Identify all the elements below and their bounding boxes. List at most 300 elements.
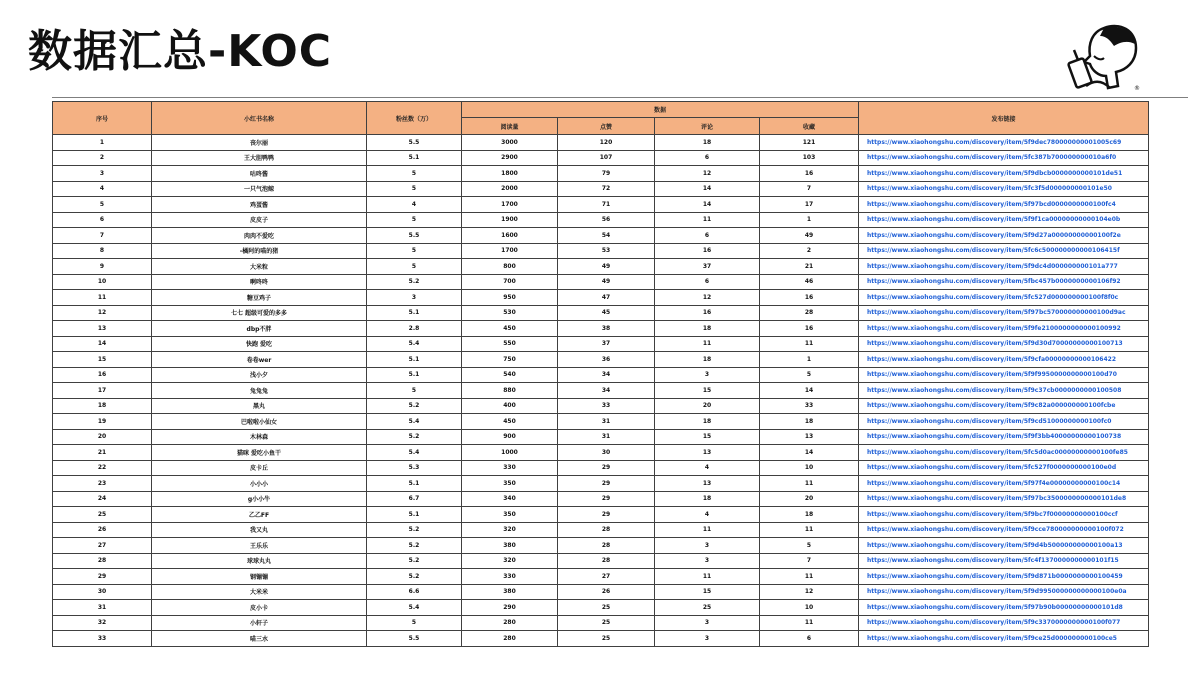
brand-logo-icon <box>1064 20 1144 96</box>
cell-fans: 5.4 <box>367 445 462 461</box>
cell-reads: 280 <box>462 615 558 631</box>
table-row <box>53 305 1149 321</box>
cell-comments: 3 <box>655 538 760 554</box>
cell-fans: 5 <box>367 243 462 259</box>
cell-link[interactable]: https://www.xiaohongshu.com/discovery/item/5f97b90b00000000000101d8 <box>859 600 1149 616</box>
header-link: 发布链接 <box>859 102 1149 135</box>
cell-name: 球球丸丸 <box>152 553 367 569</box>
table-row <box>53 197 1149 213</box>
cell-link[interactable]: https://www.xiaohongshu.com/discovery/item/5f9f9950000000000100d70 <box>859 367 1149 383</box>
table-row <box>53 367 1149 383</box>
cell-fans: 5.1 <box>367 305 462 321</box>
cell-name: -橘阿的喵的猪 <box>152 243 367 259</box>
cell-link[interactable]: https://www.xiaohongshu.com/discovery/item/5f9d871b0000000000100459 <box>859 569 1149 585</box>
cell-index: 15 <box>53 352 152 368</box>
cell-likes: 26 <box>558 584 655 600</box>
cell-comments: 18 <box>655 414 760 430</box>
cell-likes: 25 <box>558 631 655 647</box>
cell-likes: 33 <box>558 398 655 414</box>
table-row <box>53 383 1149 399</box>
cell-likes: 49 <box>558 274 655 290</box>
cell-reads: 540 <box>462 367 558 383</box>
cell-comments: 6 <box>655 274 760 290</box>
cell-fans: 5.1 <box>367 352 462 368</box>
cell-reads: 3000 <box>462 135 558 151</box>
cell-name: 快跑 爱吃 <box>152 336 367 352</box>
table-body <box>53 135 1149 647</box>
cell-favorites: 11 <box>760 522 859 538</box>
cell-name: 皮卡丘 <box>152 460 367 476</box>
cell-comments: 6 <box>655 228 760 244</box>
cell-link[interactable]: https://www.xiaohongshu.com/discovery/item/5f9f3bb40000000000100738 <box>859 429 1149 445</box>
cell-fans: 5 <box>367 259 462 275</box>
cell-fans: 6.6 <box>367 584 462 600</box>
cell-name: 小小小 <box>152 476 367 492</box>
cell-name: dbp不胖 <box>152 321 367 337</box>
cell-likes: 53 <box>558 243 655 259</box>
cell-reads: 900 <box>462 429 558 445</box>
cell-fans: 5.1 <box>367 150 462 166</box>
cell-comments: 11 <box>655 569 760 585</box>
cell-favorites: 5 <box>760 367 859 383</box>
cell-favorites: 16 <box>760 321 859 337</box>
cell-fans: 3 <box>367 290 462 306</box>
table-row <box>53 429 1149 445</box>
cell-likes: 56 <box>558 212 655 228</box>
cell-fans: 5 <box>367 383 462 399</box>
cell-reads: 950 <box>462 290 558 306</box>
cell-link[interactable]: https://www.xiaohongshu.com/discovery/item/5fc527d000000000100f8f0c <box>859 290 1149 306</box>
cell-favorites: 14 <box>760 445 859 461</box>
page-title: 数据汇总-KOC <box>28 26 333 77</box>
cell-index: 27 <box>53 538 152 554</box>
table-row <box>53 631 1149 647</box>
cell-reads: 750 <box>462 352 558 368</box>
cell-likes: 25 <box>558 600 655 616</box>
cell-comments: 3 <box>655 553 760 569</box>
cell-index: 24 <box>53 491 152 507</box>
cell-link[interactable]: https://www.xiaohongshu.com/discovery/item/5fc6c500000000000106415f <box>859 243 1149 259</box>
cell-comments: 13 <box>655 476 760 492</box>
cell-reads: 450 <box>462 414 558 430</box>
table-row <box>53 321 1149 337</box>
table-row <box>53 414 1149 430</box>
table-row <box>53 352 1149 368</box>
table-row <box>53 507 1149 523</box>
cell-fans: 4 <box>367 197 462 213</box>
cell-reads: 2900 <box>462 150 558 166</box>
cell-favorites: 49 <box>760 228 859 244</box>
cell-index: 9 <box>53 259 152 275</box>
cell-index: 8 <box>53 243 152 259</box>
cell-likes: 31 <box>558 429 655 445</box>
cell-index: 3 <box>53 166 152 182</box>
cell-favorites: 18 <box>760 414 859 430</box>
cell-index: 2 <box>53 150 152 166</box>
cell-comments: 16 <box>655 305 760 321</box>
cell-comments: 18 <box>655 135 760 151</box>
cell-name: 巴啦啦小仙女 <box>152 414 367 430</box>
cell-reads: 280 <box>462 631 558 647</box>
cell-link[interactable]: https://www.xiaohongshu.com/discovery/item/5f9dec780000000001005c69 <box>859 135 1149 151</box>
cell-reads: 1900 <box>462 212 558 228</box>
cell-index: 26 <box>53 522 152 538</box>
cell-favorites: 16 <box>760 290 859 306</box>
cell-likes: 71 <box>558 197 655 213</box>
cell-likes: 38 <box>558 321 655 337</box>
table-row <box>53 398 1149 414</box>
cell-index: 19 <box>53 414 152 430</box>
cell-reads: 400 <box>462 398 558 414</box>
cell-link[interactable]: https://www.xiaohongshu.com/discovery/item/5f97f4e00000000000100c14 <box>859 476 1149 492</box>
cell-name: 乙乙FF <box>152 507 367 523</box>
cell-name: 啊咚咚 <box>152 274 367 290</box>
cell-link[interactable]: https://www.xiaohongshu.com/discovery/item/5f9d4b500000000000100a13 <box>859 538 1149 554</box>
cell-link[interactable]: https://www.xiaohongshu.com/discovery/item/5f9c3370000000000100f077 <box>859 615 1149 631</box>
koc-data-table <box>52 101 1149 647</box>
cell-link[interactable]: https://www.xiaohongshu.com/discovery/item/5f97bc3500000000000101de8 <box>859 491 1149 507</box>
header-likes: 点赞 <box>558 118 655 135</box>
cell-favorites: 46 <box>760 274 859 290</box>
cell-likes: 28 <box>558 538 655 554</box>
cell-index: 13 <box>53 321 152 337</box>
svg-text:®: ® <box>1134 85 1140 92</box>
table-row <box>53 445 1149 461</box>
cell-comments: 14 <box>655 181 760 197</box>
cell-favorites: 121 <box>760 135 859 151</box>
table-row <box>53 228 1149 244</box>
cell-fans: 5.2 <box>367 553 462 569</box>
cell-name: 丧尔丽 <box>152 135 367 151</box>
cell-name: 糖豆鸡子 <box>152 290 367 306</box>
cell-likes: 79 <box>558 166 655 182</box>
cell-comments: 4 <box>655 507 760 523</box>
cell-favorites: 1 <box>760 352 859 368</box>
cell-fans: 5.5 <box>367 135 462 151</box>
cell-fans: 5.4 <box>367 600 462 616</box>
header-comments: 评论 <box>655 118 760 135</box>
cell-comments: 13 <box>655 445 760 461</box>
cell-comments: 6 <box>655 150 760 166</box>
table-row <box>53 600 1149 616</box>
header-index: 序号 <box>53 102 152 135</box>
table-row <box>53 615 1149 631</box>
cell-favorites: 5 <box>760 538 859 554</box>
cell-link[interactable]: https://www.xiaohongshu.com/discovery/item/5f9bc7f00000000000100ccf <box>859 507 1149 523</box>
cell-name: 王乐乐 <box>152 538 367 554</box>
cell-comments: 12 <box>655 166 760 182</box>
table-row <box>53 274 1149 290</box>
cell-likes: 29 <box>558 491 655 507</box>
cell-link[interactable]: https://www.xiaohongshu.com/discovery/item/5f9cce780000000000100f072 <box>859 522 1149 538</box>
cell-comments: 12 <box>655 290 760 306</box>
cell-reads: 530 <box>462 305 558 321</box>
cell-reads: 350 <box>462 476 558 492</box>
cell-index: 1 <box>53 135 152 151</box>
cell-index: 11 <box>53 290 152 306</box>
cell-index: 31 <box>53 600 152 616</box>
cell-index: 33 <box>53 631 152 647</box>
cell-link[interactable]: https://www.xiaohongshu.com/discovery/item/5f9d27a00000000000100f2e <box>859 228 1149 244</box>
cell-name: 大米米 <box>152 584 367 600</box>
cell-fans: 5 <box>367 181 462 197</box>
table-row <box>53 290 1149 306</box>
cell-name: 钢镚镚 <box>152 569 367 585</box>
cell-favorites: 10 <box>760 600 859 616</box>
cell-comments: 4 <box>655 460 760 476</box>
cell-index: 22 <box>53 460 152 476</box>
cell-comments: 18 <box>655 321 760 337</box>
cell-reads: 330 <box>462 460 558 476</box>
cell-comments: 16 <box>655 243 760 259</box>
cell-favorites: 18 <box>760 507 859 523</box>
cell-likes: 30 <box>558 445 655 461</box>
cell-favorites: 2 <box>760 243 859 259</box>
cell-likes: 29 <box>558 507 655 523</box>
cell-index: 14 <box>53 336 152 352</box>
cell-comments: 37 <box>655 259 760 275</box>
cell-name: 皮皮子 <box>152 212 367 228</box>
cell-link[interactable]: https://www.xiaohongshu.com/discovery/item/5f97bc570000000000100d9ac <box>859 305 1149 321</box>
cell-index: 7 <box>53 228 152 244</box>
cell-fans: 5.1 <box>367 367 462 383</box>
cell-name: 小轩子 <box>152 615 367 631</box>
cell-fans: 5.2 <box>367 569 462 585</box>
cell-favorites: 12 <box>760 584 859 600</box>
cell-reads: 880 <box>462 383 558 399</box>
header-favorites: 收藏 <box>760 118 859 135</box>
cell-index: 4 <box>53 181 152 197</box>
cell-link[interactable]: https://www.xiaohongshu.com/discovery/item/5fc5d0ac00000000000100fe85 <box>859 445 1149 461</box>
cell-name: 鸡蛋酱 <box>152 197 367 213</box>
cell-fans: 5 <box>367 166 462 182</box>
cell-index: 25 <box>53 507 152 523</box>
cell-likes: 28 <box>558 553 655 569</box>
cell-comments: 15 <box>655 383 760 399</box>
cell-name: 木林森 <box>152 429 367 445</box>
table-row <box>53 491 1149 507</box>
cell-link[interactable]: https://www.xiaohongshu.com/discovery/item/5f9cfa00000000000106422 <box>859 352 1149 368</box>
cell-favorites: 10 <box>760 460 859 476</box>
cell-name: 我又丸 <box>152 522 367 538</box>
cell-likes: 27 <box>558 569 655 585</box>
cell-comments: 3 <box>655 631 760 647</box>
cell-favorites: 7 <box>760 181 859 197</box>
cell-favorites: 21 <box>760 259 859 275</box>
cell-index: 30 <box>53 584 152 600</box>
cell-reads: 320 <box>462 553 558 569</box>
cell-comments: 18 <box>655 352 760 368</box>
cell-favorites: 103 <box>760 150 859 166</box>
cell-reads: 320 <box>462 522 558 538</box>
cell-comments: 11 <box>655 336 760 352</box>
cell-likes: 49 <box>558 259 655 275</box>
table-row <box>53 584 1149 600</box>
cell-index: 12 <box>53 305 152 321</box>
cell-likes: 28 <box>558 522 655 538</box>
cell-favorites: 7 <box>760 553 859 569</box>
cell-reads: 2000 <box>462 181 558 197</box>
cell-link[interactable]: https://www.xiaohongshu.com/discovery/item/5f9f1ca00000000000104e0b <box>859 212 1149 228</box>
cell-name: 皮小卡 <box>152 600 367 616</box>
cell-name: 猫咪 爱吃小鱼干 <box>152 445 367 461</box>
header-fans: 粉丝数（万） <box>367 102 462 135</box>
table-row <box>53 259 1149 275</box>
cell-likes: 45 <box>558 305 655 321</box>
cell-fans: 5.3 <box>367 460 462 476</box>
cell-link[interactable]: https://www.xiaohongshu.com/discovery/item/5fc4f1370000000000101f15 <box>859 553 1149 569</box>
cell-likes: 34 <box>558 383 655 399</box>
cell-index: 32 <box>53 615 152 631</box>
cell-favorites: 6 <box>760 631 859 647</box>
cell-favorites: 11 <box>760 569 859 585</box>
cell-favorites: 14 <box>760 383 859 399</box>
cell-name: 浅小夕 <box>152 367 367 383</box>
cell-reads: 800 <box>462 259 558 275</box>
cell-favorites: 16 <box>760 166 859 182</box>
table-row <box>53 553 1149 569</box>
cell-likes: 54 <box>558 228 655 244</box>
cell-reads: 330 <box>462 569 558 585</box>
cell-likes: 120 <box>558 135 655 151</box>
cell-fans: 5.5 <box>367 228 462 244</box>
cell-name: 大米粒 <box>152 259 367 275</box>
table-row <box>53 538 1149 554</box>
cell-likes: 36 <box>558 352 655 368</box>
cell-fans: 5.2 <box>367 538 462 554</box>
table-row <box>53 336 1149 352</box>
cell-link[interactable]: https://www.xiaohongshu.com/discovery/item/5fc527f0000000000100e0d <box>859 460 1149 476</box>
header-reads: 阅读量 <box>462 118 558 135</box>
cell-likes: 31 <box>558 414 655 430</box>
table-row <box>53 476 1149 492</box>
cell-favorites: 11 <box>760 615 859 631</box>
cell-fans: 5.1 <box>367 507 462 523</box>
cell-index: 29 <box>53 569 152 585</box>
cell-name: 卷卷wer <box>152 352 367 368</box>
header-data-group: 数据 <box>462 102 859 118</box>
cell-fans: 5.2 <box>367 522 462 538</box>
cell-index: 28 <box>53 553 152 569</box>
cell-likes: 47 <box>558 290 655 306</box>
cell-link[interactable]: https://www.xiaohongshu.com/discovery/item/5f9dbcb0000000000101de51 <box>859 166 1149 182</box>
cell-link[interactable]: https://www.xiaohongshu.com/discovery/item/5f9d995000000000000100e0a <box>859 584 1149 600</box>
cell-index: 21 <box>53 445 152 461</box>
cell-favorites: 17 <box>760 197 859 213</box>
cell-fans: 5.4 <box>367 414 462 430</box>
cell-name: 兔兔兔 <box>152 383 367 399</box>
cell-link[interactable]: https://www.xiaohongshu.com/discovery/item/5f9d30d70000000000100713 <box>859 336 1149 352</box>
cell-favorites: 20 <box>760 491 859 507</box>
cell-link[interactable]: https://www.xiaohongshu.com/discovery/item/5f9dc4d000000000101a777 <box>859 259 1149 275</box>
table-row <box>53 243 1149 259</box>
cell-favorites: 11 <box>760 336 859 352</box>
cell-name: 一只气泡鲸 <box>152 181 367 197</box>
cell-fans: 5.4 <box>367 336 462 352</box>
cell-favorites: 1 <box>760 212 859 228</box>
cell-comments: 3 <box>655 615 760 631</box>
cell-name: 七七 超级可爱的多多 <box>152 305 367 321</box>
cell-fans: 2.8 <box>367 321 462 337</box>
cell-link[interactable]: https://www.xiaohongshu.com/discovery/item/5fc3f5d000000000101e50 <box>859 181 1149 197</box>
cell-comments: 25 <box>655 600 760 616</box>
cell-reads: 700 <box>462 274 558 290</box>
cell-reads: 380 <box>462 538 558 554</box>
cell-index: 17 <box>53 383 152 399</box>
cell-link[interactable]: https://www.xiaohongshu.com/discovery/item/5fc387b700000000010a6f0 <box>859 150 1149 166</box>
cell-comments: 11 <box>655 522 760 538</box>
cell-reads: 340 <box>462 491 558 507</box>
cell-fans: 5.5 <box>367 631 462 647</box>
table-row <box>53 166 1149 182</box>
cell-favorites: 13 <box>760 429 859 445</box>
cell-index: 23 <box>53 476 152 492</box>
cell-favorites: 28 <box>760 305 859 321</box>
cell-reads: 550 <box>462 336 558 352</box>
cell-likes: 107 <box>558 150 655 166</box>
cell-link[interactable]: https://www.xiaohongshu.com/discovery/item/5f9ce25d000000000100ce5 <box>859 631 1149 647</box>
cell-link[interactable]: https://www.xiaohongshu.com/discovery/item/5f97bcd0000000000100fc4 <box>859 197 1149 213</box>
cell-index: 5 <box>53 197 152 213</box>
cell-name: 喵三水 <box>152 631 367 647</box>
cell-index: 16 <box>53 367 152 383</box>
cell-comments: 11 <box>655 212 760 228</box>
cell-index: 20 <box>53 429 152 445</box>
cell-comments: 18 <box>655 491 760 507</box>
table-row <box>53 522 1149 538</box>
table-row <box>53 181 1149 197</box>
cell-name: g小小牛 <box>152 491 367 507</box>
title-divider <box>52 97 1188 98</box>
cell-name: 肉肉不爱吃 <box>152 228 367 244</box>
cell-name: 咕咚酱 <box>152 166 367 182</box>
cell-likes: 25 <box>558 615 655 631</box>
cell-name: 黑丸 <box>152 398 367 414</box>
cell-link[interactable]: https://www.xiaohongshu.com/discovery/item/5f9fe2100000000000100992 <box>859 321 1149 337</box>
cell-comments: 3 <box>655 367 760 383</box>
cell-reads: 1700 <box>462 197 558 213</box>
cell-link[interactable]: https://www.xiaohongshu.com/discovery/item/5f9c82a000000000100fcbe <box>859 398 1149 414</box>
table-row <box>53 569 1149 585</box>
cell-link[interactable]: https://www.xiaohongshu.com/discovery/item/5f9c37cb0000000000100508 <box>859 383 1149 399</box>
cell-reads: 290 <box>462 600 558 616</box>
table-row <box>53 135 1149 151</box>
cell-comments: 14 <box>655 197 760 213</box>
cell-fans: 5.2 <box>367 429 462 445</box>
cell-comments: 15 <box>655 584 760 600</box>
cell-reads: 380 <box>462 584 558 600</box>
cell-likes: 29 <box>558 476 655 492</box>
cell-link[interactable]: https://www.xiaohongshu.com/discovery/item/5f9cd51000000000100fc0 <box>859 414 1149 430</box>
table-row <box>53 212 1149 228</box>
cell-fans: 5 <box>367 212 462 228</box>
cell-fans: 5.2 <box>367 398 462 414</box>
cell-reads: 1000 <box>462 445 558 461</box>
cell-likes: 29 <box>558 460 655 476</box>
table-row <box>53 150 1149 166</box>
cell-link[interactable]: https://www.xiaohongshu.com/discovery/item/5fbc457b0000000000106f92 <box>859 274 1149 290</box>
cell-index: 6 <box>53 212 152 228</box>
cell-favorites: 11 <box>760 476 859 492</box>
cell-favorites: 33 <box>760 398 859 414</box>
cell-index: 10 <box>53 274 152 290</box>
cell-likes: 34 <box>558 367 655 383</box>
cell-fans: 5 <box>367 615 462 631</box>
cell-reads: 450 <box>462 321 558 337</box>
cell-reads: 350 <box>462 507 558 523</box>
cell-comments: 15 <box>655 429 760 445</box>
cell-reads: 1800 <box>462 166 558 182</box>
